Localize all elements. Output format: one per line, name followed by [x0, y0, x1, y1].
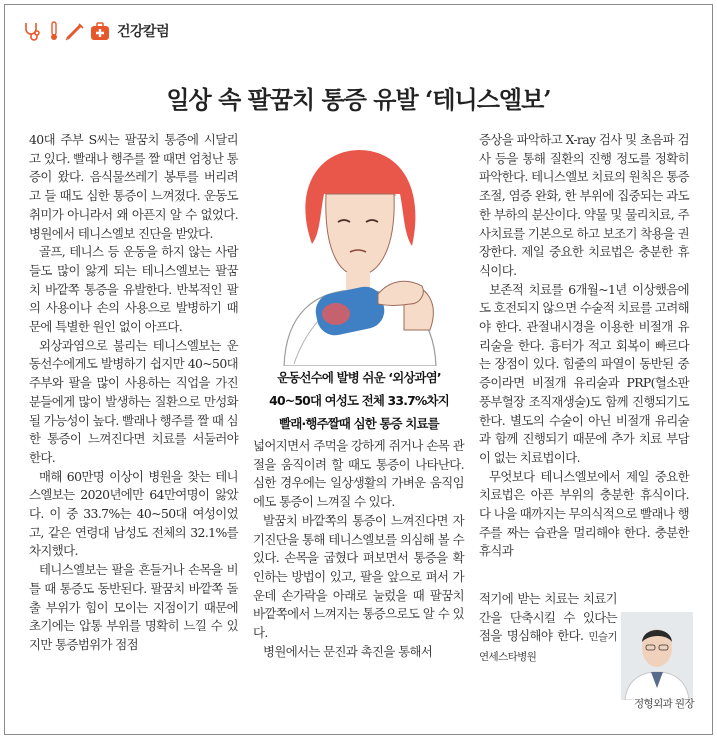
column-header [22, 18, 169, 44]
column-3 [479, 131, 689, 561]
paragraph: 병원에서는 문진과 촉진을 통해서 [263, 643, 433, 659]
thermometer-icon [47, 20, 61, 42]
article-title: 일상 속 팔꿈치 통증 유발 ‘테니스엘보’ [166, 85, 551, 114]
paragraph: 보존적 치료를 6개월~1년 이상했음에도 호전되지 않으면 수술적 치료를 고려해야 한다. 관절내시경을 이용한 비절개 유리술을 한다. 흉터가 적고 회복이 빠르다는 장점이 있다. 힘줄의 파열이 동반된 중증이라면 비절개 유리술과 PRP(혈소판 풍부혈장 조직재생술)도 함께 진행되기도 한다. 별도의 수술이 아닌 비절개 유리술과 함께 진행되기 때문에 추가 치료 부담이 없는 치료법이다. [479, 281, 689, 465]
author-name: 민슬기 연세스타병원 [479, 631, 617, 664]
paragraph-tail: 적기에 받는 치료는 치료기간을 단축시킬 수 있다는 점을 명심해야 한다. [479, 591, 617, 644]
paragraph: 증상을 파악하고 X-ray 검사 및 초음파 검사 등을 통해 질환의 진행 정도를 정확히 파악한다. 테니스엘보 치료의 원칙은 통증 조절, 염증 완화, 한 부위에 집중되는 과도한 부하의 분산이다. 약물 및 물리치료, 주사치료를 기본으로 하고 보조기 착용을 권장한다. 제일 중요한 치료법은 충분한 휴식이다. [479, 132, 689, 278]
paragraph: 40대 주부 S씨는 팔꿈치 통증에 시달리고 있다. 빨래나 행주를 짤 때면 엄청난 통증이 왔다. 음식물쓰레기 봉투를 버리려고 들 때도 심한 통증이 느껴졌다. 운동도 취미가 아니라서 왜 아픈지 알 수 없었다. 병원에서 테니스엘보 진단을 받았다. [29, 132, 238, 241]
paragraph: 골프, 테니스 등 운동을 하지 않는 사람들도 많이 앓게 되는 테니스엘보는 팔꿈치 바깥쪽 통증을 유발한다. 반복적인 팔의 사용이나 손의 사용으로 발병하기 때문에 특별한 원인 없이 아프다. [29, 244, 238, 335]
category-label: 건강칼럼 [117, 24, 170, 40]
pull-quote [254, 366, 464, 435]
author-photo [621, 612, 693, 700]
author-role: 정형외과 원장 [634, 698, 694, 710]
paragraph: 넓어지면서 주먹을 강하게 쥐거나 손목 관절을 움직이려 할 때도 통증이 나타난다. 심한 경우에는 일상생활의 가벼운 움직임에도 통증이 느껴질 수 있다. [253, 438, 464, 510]
pull-quote-line: 빨래·행주짤때 심한 통증 치료를 [279, 416, 439, 431]
header-icons [22, 20, 111, 42]
syringe-icon [64, 20, 86, 42]
column-3-tail [479, 590, 617, 667]
pull-quote-line: 40~50대 여성도 전체 33.7%차지 [269, 393, 449, 408]
pull-quote-line: 운동선수에 발병 쉬운 ‘외상과염’ [277, 370, 441, 385]
column-2 [253, 437, 464, 661]
stethoscope-icon [22, 20, 44, 42]
paragraph: 무엇보다 테니스엘보에서 제일 중요한 치료법은 아픈 부위의 충분한 휴식이다. 다 나을 때까지는 무의식적으로 빨래나 행주를 짜는 습관을 멀리해야 한다. 충분한 휴식과 [479, 468, 689, 559]
paragraph: 발꿈치 바깥쪽의 통증이 느껴진다면 자기진단을 통해 테니스엘보를 의심해 볼 수 있다. 손목을 굽혔다 펴보면서 통증을 확인하는 방법이 있고, 팔을 앞으로 펴서 가운데 손가락을 아래로 눌렀을 때 팔꿈치 바깥쪽에서 느껴지는 통증으로도 알 수 있다. [253, 512, 464, 641]
paragraph: 테니스엘보는 팔을 흔들거나 손목을 비틀 때 통증도 동반된다. 팔꿈치 바깥쪽 돌출 부위가 힘이 모이는 지점이기 때문에 초기에는 압통 부위를 명확히 느낄 수 있지만 통증범위가 점점 [29, 562, 238, 652]
paragraph: 외상과염으로 불리는 테니스엘보는 운동선수에게도 발병하기 쉽지만 40~50대 주부와 팔을 많이 사용하는 직업을 가진 분들에게 많이 발생하는 질환으로 만성화될 가능성이 높다. 빨래나 행주를 짤 때 심한 통증이 느껴진다면 치료를 서둘러야 한다. [29, 337, 238, 465]
elbow-pain-illustration [254, 134, 464, 366]
column-1 [29, 131, 238, 655]
medical-kit-icon [89, 20, 111, 42]
paragraph: 매해 60만명 이상이 병원을 찾는 테니스엘보는 2020년에만 64만여명이 앓았다. 이 중 33.7%는 40~50대 여성이었고, 같은 연령대 남성도 전체의 32.1%를 차지했다. [29, 468, 238, 559]
